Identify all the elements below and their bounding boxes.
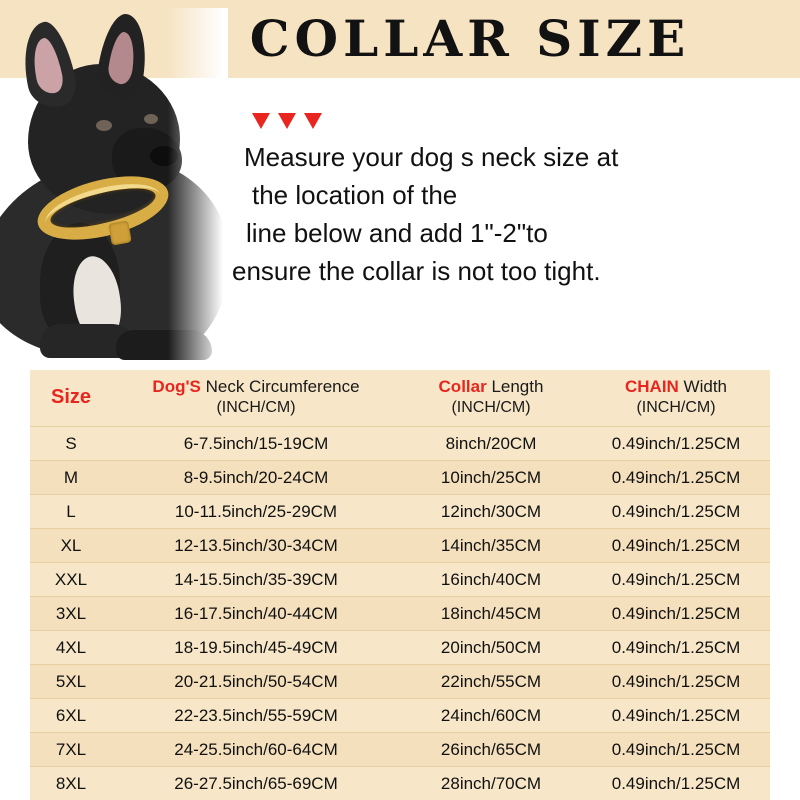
cell-size: L — [30, 495, 112, 529]
triangle-down-icon — [278, 113, 296, 129]
cell-collar: 8inch/20CM — [400, 427, 582, 461]
page-title: COLLAR SIZE — [249, 9, 691, 68]
cell-size: XXL — [30, 563, 112, 597]
table-row — [30, 563, 770, 597]
table-header-row — [30, 370, 770, 427]
cell-size: XL — [30, 529, 112, 563]
cell-neck: 16-17.5inch/40-44CM — [112, 597, 400, 631]
cell-collar: 12inch/30CM — [400, 495, 582, 529]
triangle-decoration — [252, 113, 342, 131]
dog-eye-left — [96, 120, 112, 131]
instruction-line-3: line below and add 1"-2"to — [246, 218, 548, 248]
column-header-chain: CHAIN Width (INCH/CM) — [582, 370, 770, 427]
cell-collar: 16inch/40CM — [400, 563, 582, 597]
instruction-line-2: the location of the — [252, 180, 458, 210]
size-table-container — [30, 370, 770, 793]
table-row — [30, 495, 770, 529]
column-header-neck: Dog'S Neck Circumference (INCH/CM) — [112, 370, 400, 427]
table-row — [30, 597, 770, 631]
cell-neck: 18-19.5inch/45-49CM — [112, 631, 400, 665]
column-header-size: Size — [30, 370, 112, 427]
cell-size: 5XL — [30, 665, 112, 699]
cell-chain: 0.49inch/1.25CM — [582, 427, 770, 461]
cell-collar: 18inch/45CM — [400, 597, 582, 631]
collar-pendant — [108, 220, 132, 245]
dog-photo — [0, 8, 228, 368]
cell-size: S — [30, 427, 112, 461]
table-row — [30, 733, 770, 767]
cell-size: 3XL — [30, 597, 112, 631]
instruction-line-4: ensure the collar is not too tight. — [232, 256, 601, 286]
photo-fade-overlay — [168, 8, 228, 368]
cell-chain: 0.49inch/1.25CM — [582, 699, 770, 733]
cell-chain: 0.49inch/1.25CM — [582, 529, 770, 563]
triangle-down-icon — [252, 113, 270, 129]
dog-eye-right — [144, 114, 158, 124]
cell-collar: 22inch/55CM — [400, 665, 582, 699]
cell-neck: 20-21.5inch/50-54CM — [112, 665, 400, 699]
cell-collar: 10inch/25CM — [400, 461, 582, 495]
cell-chain: 0.49inch/1.25CM — [582, 665, 770, 699]
cell-collar: 28inch/70CM — [400, 767, 582, 800]
table-head — [30, 370, 770, 427]
cell-neck: 6-7.5inch/15-19CM — [112, 427, 400, 461]
cell-chain: 0.49inch/1.25CM — [582, 495, 770, 529]
cell-chain: 0.49inch/1.25CM — [582, 563, 770, 597]
cell-chain: 0.49inch/1.25CM — [582, 733, 770, 767]
triangle-down-icon — [304, 113, 322, 129]
table-row — [30, 665, 770, 699]
cell-collar: 20inch/50CM — [400, 631, 582, 665]
cell-size: M — [30, 461, 112, 495]
cell-neck: 22-23.5inch/55-59CM — [112, 699, 400, 733]
cell-size: 4XL — [30, 631, 112, 665]
cell-neck: 10-11.5inch/25-29CM — [112, 495, 400, 529]
instruction-line-1: Measure your dog s neck size at — [244, 142, 619, 172]
cell-neck: 26-27.5inch/65-69CM — [112, 767, 400, 800]
cell-neck: 8-9.5inch/20-24CM — [112, 461, 400, 495]
table-row — [30, 699, 770, 733]
cell-chain: 0.49inch/1.25CM — [582, 767, 770, 800]
cell-size: 8XL — [30, 767, 112, 800]
cell-chain: 0.49inch/1.25CM — [582, 597, 770, 631]
cell-size: 6XL — [30, 699, 112, 733]
cell-collar: 14inch/35CM — [400, 529, 582, 563]
table-row — [30, 767, 770, 800]
table-row — [30, 461, 770, 495]
cell-collar: 26inch/65CM — [400, 733, 582, 767]
cell-chain: 0.49inch/1.25CM — [582, 461, 770, 495]
table-row — [30, 631, 770, 665]
size-table — [30, 370, 770, 800]
cell-neck: 12-13.5inch/30-34CM — [112, 529, 400, 563]
table-row — [30, 529, 770, 563]
cell-neck: 14-15.5inch/35-39CM — [112, 563, 400, 597]
cell-chain: 0.49inch/1.25CM — [582, 631, 770, 665]
table-row — [30, 427, 770, 461]
cell-size: 7XL — [30, 733, 112, 767]
cell-collar: 24inch/60CM — [400, 699, 582, 733]
measure-instructions — [232, 138, 784, 290]
cell-neck: 24-25.5inch/60-64CM — [112, 733, 400, 767]
column-header-collar: Collar Length (INCH/CM) — [400, 370, 582, 427]
table-body — [30, 427, 770, 800]
